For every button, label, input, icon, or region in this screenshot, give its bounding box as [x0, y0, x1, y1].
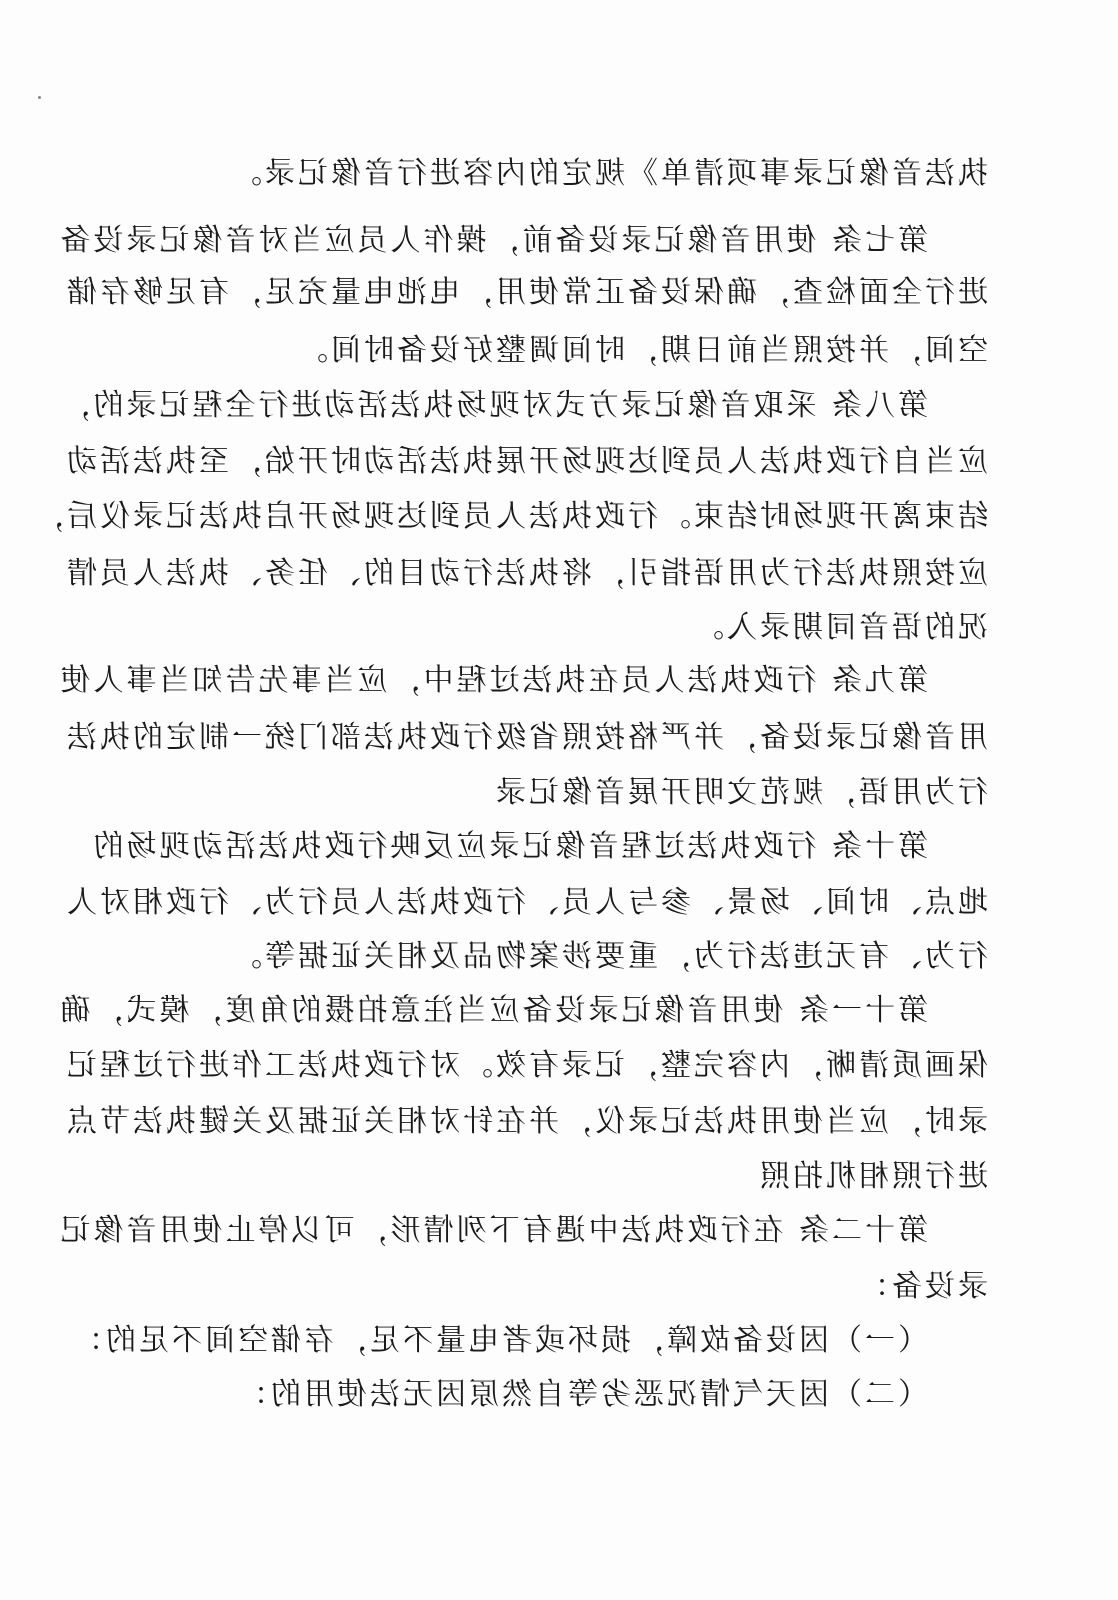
text-line: 行为用语，规范文明开展音像记录	[493, 775, 988, 810]
text-line: 地点、时间、场景、参与人员、行政执法人员行为、行政相对人	[64, 885, 988, 920]
text-line: 应按照执法行为用语指引，将执法行动目的、任务、执法人员情	[64, 556, 988, 591]
text-line: （二）因天气情况恶劣等自然原因无法使用的：	[235, 1377, 928, 1412]
text-line: 第九条 行政执法人员在执法过程中，应当事先告知当事人使	[57, 663, 928, 698]
text-line: 第十一条 使用音像记录设备应当注意拍摄的角度，模式，确	[57, 993, 928, 1028]
text-line: 用音像记录设备，并严格按照省级行政执法部门统一制定的执法	[64, 720, 988, 755]
text-line: 第十条 行政执法过程音像记录应反映行政执法活动现场的	[90, 829, 928, 864]
text-line: 第七条 使用音像记录设备前，操作人员应当对音像记录设备	[57, 223, 928, 258]
text-line: 进行全面检查，确保设备正常使用，电池电量充足，有足够存储	[64, 275, 988, 310]
text-line: 保画质清晰，内容完整，记录有效。对行政执法工作进行过程记	[64, 1048, 988, 1083]
text-line: 结束离开现场时结束。行政执法人员到达现场开启执法记录仪后，	[31, 499, 988, 534]
text-line: 应当自行政执法人员到达现场开展执法活动时开始，至执法活动	[64, 444, 988, 479]
text-line: 行为、有无违法行为，重要涉案物品及相关证据等。	[229, 939, 988, 974]
text-line: 执法音像记录事项清单》规定的内容进行音像记录。	[229, 156, 988, 191]
text-line: 第八条 采取音像记录方式对现场执法活动进行全程记录的，	[57, 388, 928, 423]
text-line: 录设备：	[856, 1269, 988, 1304]
text-line: 第十二条 在行政执法中遇有下列情形，可以停止使用音像记	[57, 1213, 928, 1248]
text-line: （一）因设备故障，损坏或者电量不足，存储空间不足的：	[70, 1323, 928, 1358]
text-line: 况的语音同期录入。	[691, 610, 988, 645]
text-line: 进行照相机拍照	[757, 1159, 988, 1194]
text-line: 空间，并按照当前日期，时间调整好设备时间。	[295, 333, 988, 368]
text-line: 录时，应当使用执法记录仪，并在针对相关证据及关键执法节点	[64, 1104, 988, 1139]
